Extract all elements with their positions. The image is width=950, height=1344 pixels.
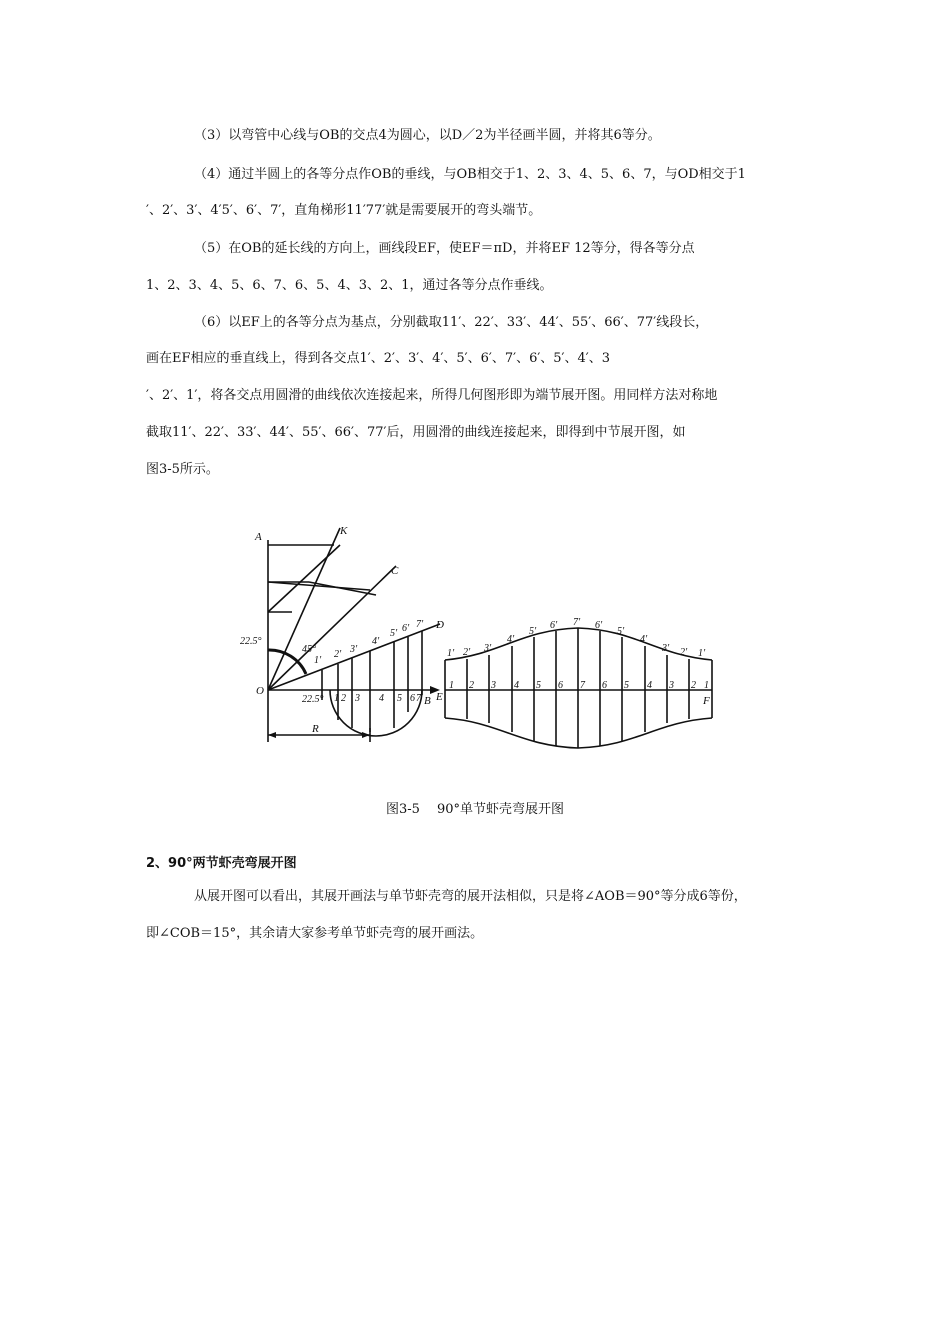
left-primed-4: 4′ [372,636,380,647]
right-primed-6b: 6′ [595,620,603,631]
right-primed-1a: 1′ [447,648,455,659]
right-primed-1b: 1′ [698,648,706,659]
right-base-2b: 2 [691,680,696,691]
right-primed-5b: 5′ [617,626,625,637]
left-base-2: 2 [341,693,346,704]
left-base-4: 4 [379,693,384,704]
left-primed-2: 2′ [334,649,342,660]
paragraph-step3: （3）以弯管中心线与OB的交点4为圆心，以D／2为半径画半圆，并将其6等分。 [194,128,661,143]
right-primed-2a: 2′ [463,647,471,658]
right-primed-4b: 4′ [640,634,648,645]
left-primed-7: 7′ [416,619,424,630]
paragraph-step4-line2: ′、2′、3′、4′5′、6′、7′，直角梯形11′77′就是需要展开的弯头端节。 [146,203,542,218]
paragraph-step6-line3: ′、2′、1′，将各交点用圆滑的曲线依次连接起来，所得几何图形即为端节展开图。用同样方法对称地 [146,388,718,403]
right-primed-7: 7′ [573,617,581,628]
left-base-1: 1 [334,693,339,704]
right-base-7: 7 [580,680,585,691]
paragraph-step6-line5: 图3-5所示。 [146,462,219,477]
right-base-4b: 4 [647,680,652,691]
paragraph-step6-line4: 截取11′、22′、33′、44′、55′、66′、77′后，用圆滑的曲线连接起来，即得到中节展开图，如 [146,425,686,440]
right-primed-3b: 3′ [662,643,670,654]
right-base-1a: 1 [449,680,454,691]
label-R: R [312,723,319,735]
paragraph-step5-line2: 1、2、3、4、5、6、7、6、5、4、3、2、1，通过各等分点作垂线。 [146,278,553,293]
left-base-6: 6 [410,693,415,704]
figure-svg [236,514,716,764]
right-primed-6a: 6′ [550,620,558,631]
left-primed-6: 6′ [402,623,410,634]
right-base-2a: 2 [469,680,474,691]
right-base-6b: 6 [602,680,607,691]
right-base-5a: 5 [536,680,541,691]
label-B: B [424,695,431,707]
label-angle-mid: 45° [302,644,316,655]
paragraph-step4-line1: （4）通过半圆上的各等分点作OB的垂线，与OB相交于1、2、3、4、5、6、7，与OD相交于1 [194,167,746,182]
paragraph-step5-line1: （5）在OB的延长线的方向上，画线段EF，使EF＝πD，并将EF 12等分，得各等分点 [194,241,695,256]
right-base-6a: 6 [558,680,563,691]
right-primed-3a: 3′ [484,643,492,654]
right-primed-2b: 2′ [680,647,688,658]
right-primed-4a: 4′ [507,634,515,645]
left-base-5: 5 [397,693,402,704]
label-angle-top: 22.5° [240,636,262,647]
label-D: D [436,619,444,631]
label-angle-bottom: 22.5° [302,694,324,705]
label-O: O [256,685,264,697]
left-primed-3: 3′ [350,644,358,655]
left-base-3: 3 [355,693,360,704]
paragraph-step6-line2: 画在EF相应的垂直线上，得到各交点1′、2′、3′、4′、5′、6′、7′、6′、5′、4′、3 [146,351,611,366]
right-base-3b: 3 [669,680,674,691]
right-primed-5a: 5′ [529,626,537,637]
label-C: C [391,565,399,577]
right-base-5b: 5 [624,680,629,691]
left-primed-5: 5′ [390,628,398,639]
left-base-7: 7 [416,693,421,704]
label-K: K [340,525,348,537]
label-F: F [703,695,710,707]
label-E: E [436,691,443,703]
left-primed-1: 1′ [314,655,322,666]
right-base-3a: 3 [491,680,496,691]
right-base-4a: 4 [514,680,519,691]
figure-shrimp-elbow-development [236,514,716,768]
section2-line1: 从展开图可以看出，其展开画法与单节虾壳弯的展开法相似，只是将∠AOB＝90°等分成6等份， [194,889,747,904]
label-A: A [255,531,262,543]
section2-line2: 即∠COB＝15°，其余请大家参考单节虾壳弯的展开画法。 [146,926,484,941]
figure-caption: 图3-5 90°单节虾壳弯展开图 [385,802,565,817]
section-heading: 2、90°两节虾壳弯展开图 [146,856,297,871]
right-base-1b: 1 [704,680,709,691]
paragraph-step6-line1: （6）以EF上的各等分点为基点，分别截取11′、22′、33′、44′、55′、66′、77′线段长， [194,315,709,330]
